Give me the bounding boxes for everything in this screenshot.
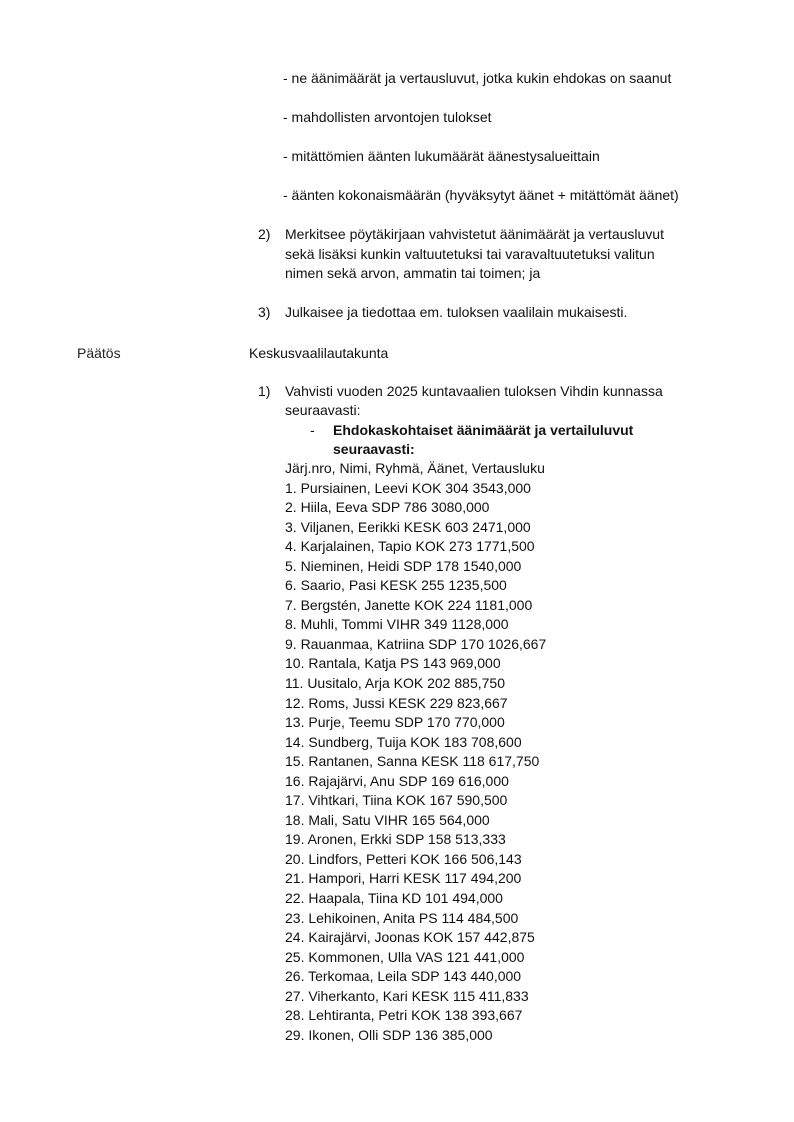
result-row: 25. Kommonen, Ulla VAS 121 441,000	[285, 948, 525, 965]
result-row: 19. Aronen, Erkki SDP 158 513,333	[285, 831, 506, 848]
result-row: 5. Nieminen, Heidi SDP 178 1540,000	[285, 557, 522, 574]
item-2-line-3: nimen sekä arvon, ammatin tai toimen; ja	[285, 265, 541, 281]
result-row: 12. Roms, Jussi KESK 229 823,667	[285, 694, 508, 711]
result-row: 11. Uusitalo, Arja KOK 202 885,750	[285, 675, 505, 692]
result-row: 27. Viherkanto, Kari KESK 115 411,833	[285, 987, 529, 1004]
result-row: 13. Purje, Teemu SDP 170 770,000	[285, 714, 505, 731]
bullet-invalid-votes: - mitättömien äänten lukumäärät äänestysalueittain	[283, 148, 600, 164]
decision-item-1-number: 1)	[258, 383, 271, 399]
bullet-total-votes: - äänten kokonaismäärän (hyväksytyt äänet + mitättömät äänet)	[283, 187, 679, 203]
result-row: 18. Mali, Satu VIHR 165 564,000	[285, 811, 490, 828]
item-3-number: 3)	[258, 304, 271, 320]
item-2-line-2: sekä lisäksi kunkin valtuutetuksi tai varavaltuutetuksi valitun	[285, 246, 655, 262]
bullet-vote-counts: - ne äänimäärät ja vertausluvut, jotka kukin ehdokas on saanut	[283, 70, 672, 86]
bullet-lottery-results: - mahdollisten arvontojen tulokset	[283, 109, 492, 125]
result-row: 7. Bergstén, Janette KOK 224 1181,000	[285, 596, 533, 613]
item-2-number: 2)	[258, 226, 271, 242]
decision-label: Päätös	[77, 345, 121, 361]
result-row: 4. Karjalainen, Tapio KOK 273 1771,500	[285, 538, 535, 555]
result-row: 29. Ikonen, Olli SDP 136 385,000	[285, 1026, 493, 1043]
decision-item-1-line-1: Vahvisti vuoden 2025 kuntavaalien tuloksen Vihdin kunnassa	[285, 383, 663, 399]
result-row: 16. Rajajärvi, Anu SDP 169 616,000	[285, 772, 509, 789]
result-row: 10. Rantala, Katja PS 143 969,000	[285, 655, 501, 672]
result-row: 26. Terkomaa, Leila SDP 143 440,000	[285, 968, 522, 985]
result-row: 14. Sundberg, Tuija KOK 183 708,600	[285, 733, 522, 750]
decision-heading: Keskusvaalilautakunta	[249, 345, 389, 361]
result-row: 2. Hiila, Eeva SDP 786 3080,000	[285, 499, 490, 516]
result-row: 22. Haapala, Tiina KD 101 494,000	[285, 890, 503, 907]
result-row: 20. Lindfors, Petteri KOK 166 506,143	[285, 850, 522, 867]
result-row: 15. Rantanen, Sanna KESK 118 617,750	[285, 753, 540, 770]
sub-heading-line-1: Ehdokaskohtaiset äänimäärät ja vertailuluvut	[333, 422, 634, 438]
result-row: 9. Rauanmaa, Katriina SDP 170 1026,667	[285, 635, 547, 652]
results-list	[285, 459, 546, 1045]
result-row: 1. Pursiainen, Leevi KOK 304 3543,000	[285, 479, 531, 496]
result-row: 23. Lehikoinen, Anita PS 114 484,500	[285, 909, 519, 926]
sub-heading-line-2: seuraavasti:	[333, 441, 415, 457]
result-row: 3. Viljanen, Eerikki KESK 603 2471,000	[285, 518, 531, 535]
item-3-text: Julkaisee ja tiedottaa em. tuloksen vaalilain mukaisesti.	[285, 304, 628, 320]
item-2-line-1: Merkitsee pöytäkirjaan vahvistetut äänimäärät ja vertausluvut	[285, 226, 664, 242]
result-row: 6. Saario, Pasi KESK 255 1235,500	[285, 577, 507, 594]
result-row: 24. Kairajärvi, Joonas KOK 157 442,875	[285, 929, 535, 946]
result-row: 8. Muhli, Tommi VIHR 349 1128,000	[285, 616, 509, 633]
sub-bullet-dash: -	[310, 422, 315, 438]
result-row: 17. Vihtkari, Tiina KOK 167 590,500	[285, 792, 508, 809]
result-row: 28. Lehtiranta, Petri KOK 138 393,667	[285, 1007, 523, 1024]
results-header: Järj.nro, Nimi, Ryhmä, Äänet, Vertausluku	[285, 460, 545, 476]
result-row: 21. Hampori, Harri KESK 117 494,200	[285, 870, 522, 887]
decision-item-1-line-2: seuraavasti:	[285, 402, 361, 418]
